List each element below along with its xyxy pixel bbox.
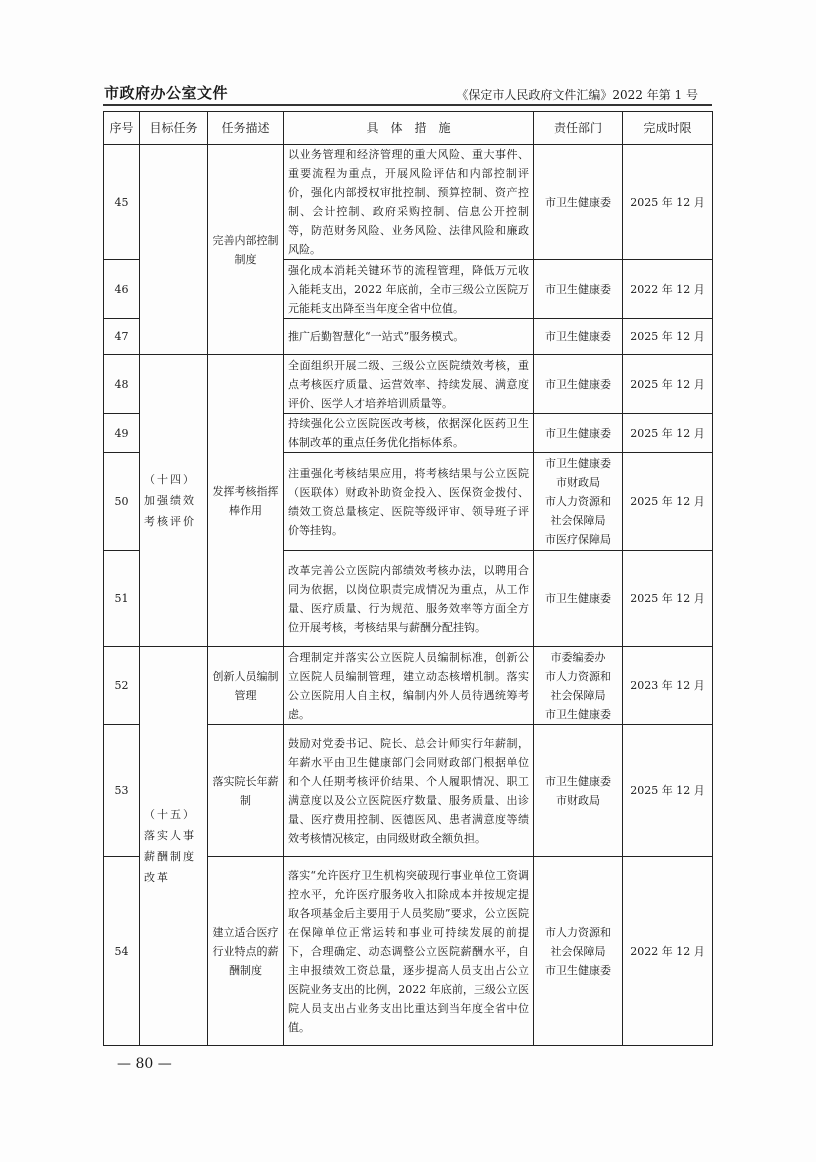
- row-deadline: 2025 年 12 月: [623, 725, 713, 857]
- department-line: 市卫生健康委: [545, 330, 611, 343]
- row-measure: 改革完善公立医院内部绩效考核办法，以聘用合同为依据，以岗位职责完成情况为重点，从工作量、医疗质量、行为规范、服务效率等方面全方位开展考核，考核结果与薪酬分配挂钩。: [284, 551, 534, 647]
- row-measure: 以业务管理和经济管理的重大风险、重大事件、重要流程为重点，开展风险评估和内部控制评价，强化内部授权审批控制、预算控制、资产控制、会计控制、政府采购控制、信息公开控制等，防范财务风险、业务风险、法律风险和廉政风险。: [284, 145, 534, 260]
- row-seq: 53: [104, 725, 140, 857]
- table-row: [104, 355, 713, 414]
- department-line: 市人力资源和: [545, 495, 611, 508]
- department-line: 市卫生健康委: [545, 457, 611, 470]
- publication-title: 《保定市人民政府文件汇编》2022 年第 1 号: [456, 88, 698, 102]
- row-deadline: 2025 年 12 月: [623, 355, 713, 414]
- table-row: [104, 647, 713, 725]
- department-line: 社会保障局: [550, 688, 606, 702]
- department-line: 市卫生健康委: [545, 774, 611, 788]
- row-measure: 落实“允许医疗卫生机构突破现行事业单位工资调控水平，允许医疗服务收入扣除成本并按规定提取各项基金后主要用于人员奖励”要求，公立医院在保障单位正常运转和事业可持续发展的前提下，合理确定、动态调整公立医院薪酬水平，自主申报绩效工资总量，逐步提高人员支出占公立医院业务支出的比例，2022 年底前，三级公立医院人员支出占业务支出比重达到当年度全省中位值。: [284, 857, 534, 1046]
- row-department: [534, 725, 623, 857]
- department-line: 市卫生健康委: [545, 195, 611, 209]
- row-measure: 强化成本消耗关键环节的流程管理，降低万元收入能耗支出，2022 年底前，全市三级公立医院万元能耗支出降至当年度全省中位值。: [284, 260, 534, 319]
- row-department: [534, 260, 623, 319]
- row-seq: 50: [104, 453, 140, 551]
- goal-text: （十五）落实人事薪酬制度改革: [144, 808, 196, 884]
- row-measure: 鼓励对党委书记、院长、总会计师实行年薪制，年薪水平由卫生健康部门会同财政部门根据单位和个人任期考核评价结果、个人履职情况、职工满意度以及公立医院医疗数量、服务质量、出诊量、医疗费用控制、医德医风、患者满意度等绩效考核情况核定，由同级财政全额负担。: [284, 725, 534, 857]
- row-description: 落实院长年薪制: [208, 725, 284, 857]
- row-seq: 48: [104, 355, 140, 414]
- row-deadline: 2025 年 12 月: [623, 145, 713, 260]
- row-seq: 52: [104, 647, 140, 725]
- row-deadline: 2022 年 12 月: [623, 857, 713, 1046]
- department-line: 市人力资源和: [545, 669, 611, 683]
- column-header-measures: 具 体 措 施: [284, 112, 534, 145]
- column-header-department: 责任部门: [534, 112, 623, 145]
- row-measure: 推广后勤智慧化“一站式”服务模式。: [284, 319, 534, 355]
- row-seq: 46: [104, 260, 140, 319]
- column-header-seq: 序号: [104, 112, 140, 145]
- row-department: [534, 145, 623, 260]
- row-department: [534, 551, 623, 647]
- table-row: [104, 145, 713, 260]
- department-line: 市人力资源和: [545, 925, 611, 939]
- row-department: [534, 355, 623, 414]
- row-seq: 47: [104, 319, 140, 355]
- department-line: 市卫生健康委: [545, 377, 611, 391]
- department-line: 市医疗保障局: [545, 533, 611, 546]
- column-header-deadline: 完成时限: [623, 112, 713, 145]
- row-measure: 合理制定并落实公立医院人员编制标准，创新公立医院人员编制管理，建立动态核增机制。落实公立医院用人自主权，编制内外人员待遇统筹考虑。: [284, 647, 534, 725]
- row-measure: 持续强化公立医院医改考核，依据深化医药卫生体制改革的重点任务优化指标体系。: [284, 414, 534, 453]
- department-line: 市卫生健康委: [545, 707, 611, 721]
- department-line: 市卫生健康委: [545, 282, 611, 296]
- row-department: [534, 319, 623, 355]
- page-number: — 80 —: [117, 1056, 172, 1072]
- row-department: [534, 414, 623, 453]
- row-deadline: 2025 年 12 月: [623, 414, 713, 453]
- row-deadline: 2025 年 12 月: [623, 319, 713, 355]
- row-measure: 注重强化考核结果应用，将考核结果与公立医院（医联体）财政补助资金投入、医保资金拨付、绩效工资总量核定、医院等级评审、领导班子评价等挂钩。: [284, 453, 534, 551]
- column-header-goal: 目标任务: [140, 112, 208, 145]
- row-deadline: 2022 年 12 月: [623, 260, 713, 319]
- row-description: 建立适合医疗行业特点的薪酬制度: [208, 857, 284, 1046]
- row-description: 创新人员编制管理: [208, 647, 284, 725]
- row-goal-empty: [140, 145, 208, 355]
- department-line: 市卫生健康委: [545, 426, 611, 440]
- document-header-title: 市政府办公室文件: [104, 84, 229, 102]
- department-line: 社会保障局: [550, 514, 606, 527]
- row-department: [534, 647, 623, 725]
- row-goal: [140, 355, 208, 647]
- row-goal: [140, 647, 208, 1046]
- department-line: 市卫生健康委: [545, 963, 611, 977]
- row-seq: 54: [104, 857, 140, 1046]
- department-line: 市委编委办: [550, 650, 606, 664]
- table-header-row: [104, 112, 713, 145]
- row-seq: 45: [104, 145, 140, 260]
- department-line: 社会保障局: [550, 944, 606, 958]
- row-deadline: 2025 年 12 月: [623, 453, 713, 551]
- row-department: [534, 857, 623, 1046]
- row-seq: 49: [104, 414, 140, 453]
- row-seq: 51: [104, 551, 140, 647]
- department-line: 市卫生健康委: [545, 592, 611, 605]
- goal-text: （十四）加强绩效考核评价: [144, 473, 196, 528]
- department-line: 市财政局: [556, 476, 600, 489]
- row-deadline: 2025 年 12 月: [623, 551, 713, 647]
- row-description: 完善内部控制制度: [208, 145, 284, 355]
- header-divider: [103, 104, 712, 106]
- row-measure: 全面组织开展二级、三级公立医院绩效考核，重点考核医疗质量、运营效率、持续发展、满意度评价、医学人才培养培训质量等。: [284, 355, 534, 414]
- row-deadline: 2023 年 12 月: [623, 647, 713, 725]
- row-department: [534, 453, 623, 551]
- measures-table: [103, 111, 713, 1046]
- column-header-description: 任务描述: [208, 112, 284, 145]
- row-description: 发挥考核指挥棒作用: [208, 355, 284, 647]
- department-line: 市财政局: [556, 793, 600, 807]
